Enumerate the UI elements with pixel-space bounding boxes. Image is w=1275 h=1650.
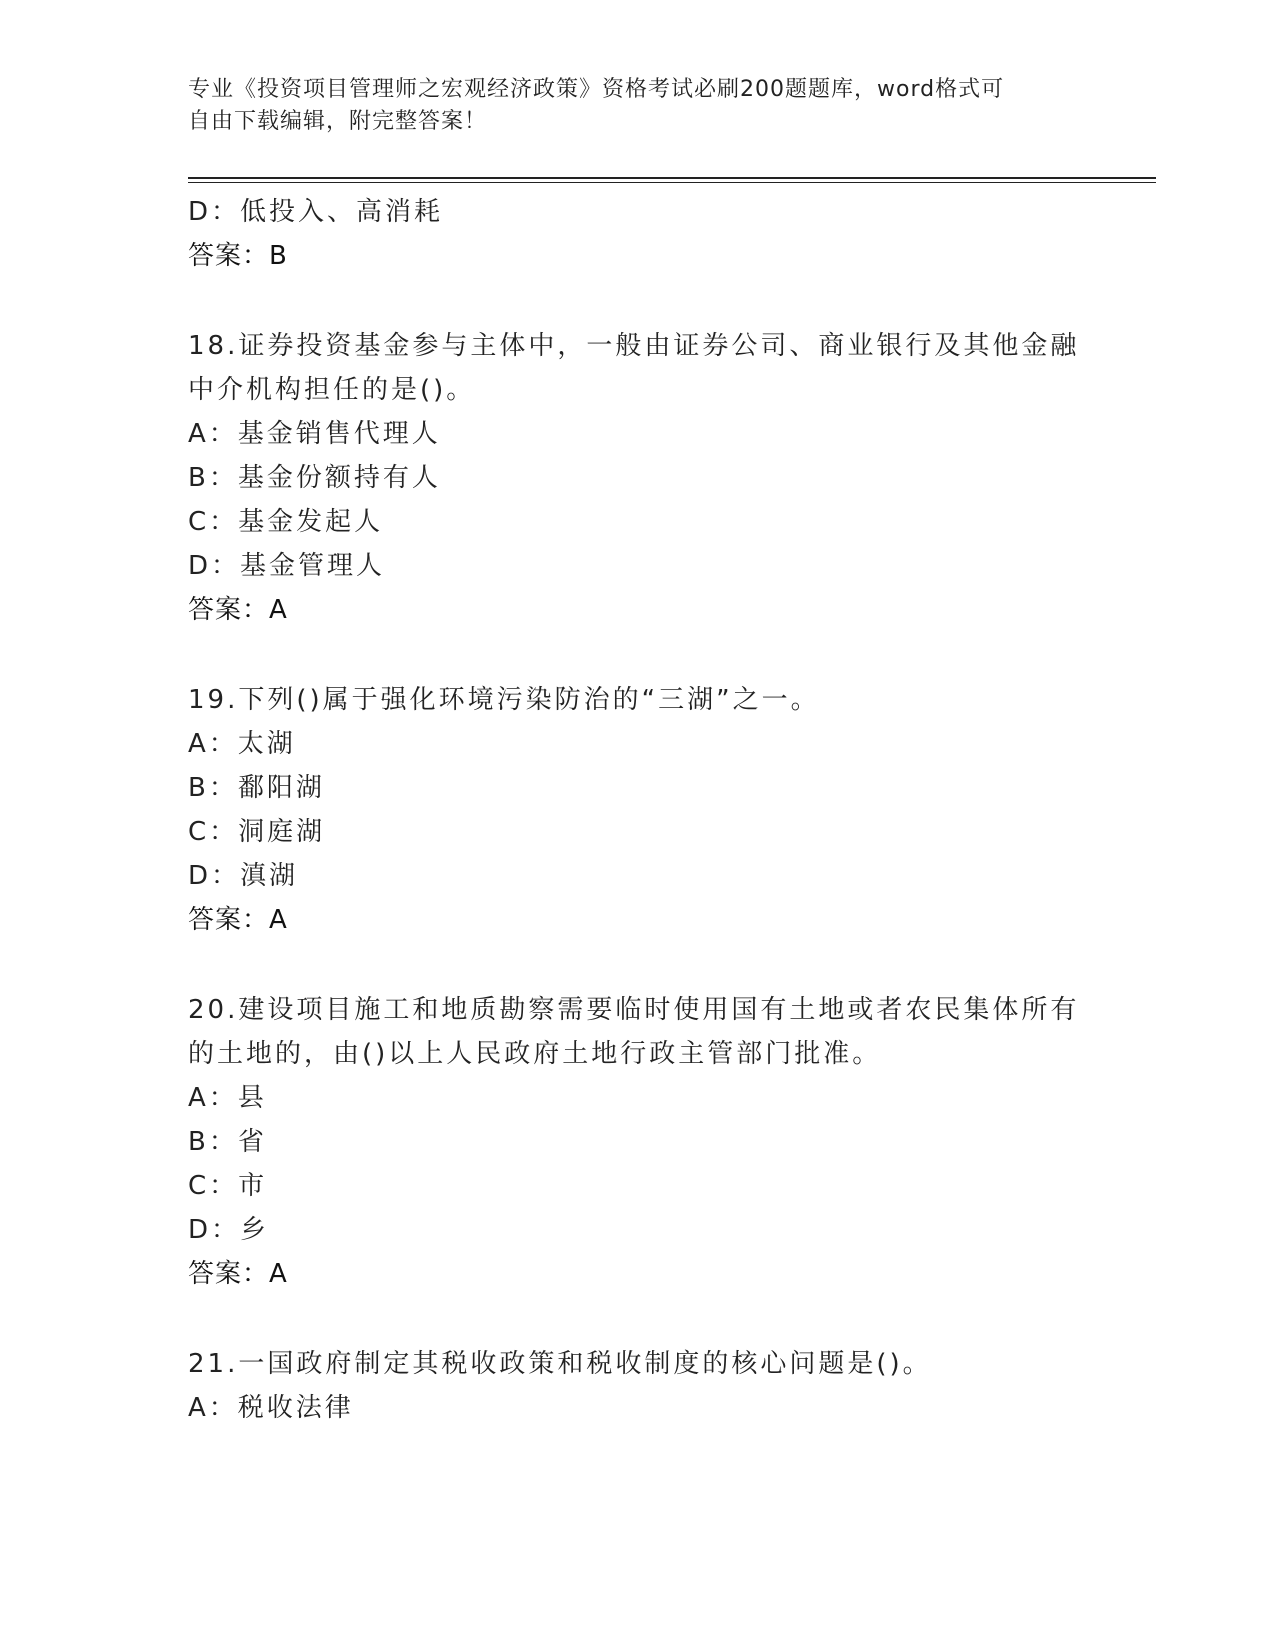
option-b: B：鄱阳湖	[188, 773, 325, 803]
answer: 答案：A	[188, 595, 288, 625]
question-17-tail	[188, 190, 1088, 278]
question-20	[188, 988, 1088, 1296]
option-c: C：基金发起人	[188, 507, 384, 537]
option-a: A：太湖	[188, 729, 296, 759]
option-d: D：基金管理人	[188, 551, 386, 581]
question-stem: 20.建设项目施工和地质勘察需要临时使用国有土地或者农民集体所有	[188, 995, 1080, 1025]
question-19	[188, 678, 1088, 942]
question-stem: 21.一国政府制定其税收政策和税收制度的核心问题是()。	[188, 1349, 932, 1379]
question-stem: 18.证券投资基金参与主体中，一般由证券公司、商业银行及其他金融	[188, 331, 1080, 361]
question-list	[188, 190, 1088, 1430]
question-21	[188, 1342, 1088, 1430]
header-rule-thick	[188, 177, 1156, 179]
option-d: D：滇湖	[188, 861, 299, 891]
option-b: B：基金份额持有人	[188, 463, 441, 493]
option-a: A：税收法律	[188, 1393, 354, 1423]
option-a: A：基金销售代理人	[188, 419, 441, 449]
option-d: D：乡	[188, 1215, 270, 1245]
question-stem: 19.下列()属于强化环境污染防治的“三湖”之一。	[188, 685, 820, 715]
answer: 答案：A	[188, 905, 288, 935]
header-rule-thin	[188, 182, 1156, 183]
document-header	[188, 74, 1068, 138]
option-c: C：洞庭湖	[188, 817, 326, 847]
answer: 答案：B	[188, 241, 288, 271]
answer: 答案：A	[188, 1259, 288, 1289]
question-stem-cont: 中介机构担任的是()。	[188, 375, 476, 405]
option-a: A：县	[188, 1083, 267, 1113]
header-line-2: 自由下载编辑，附完整答案！	[188, 109, 488, 134]
option-c: C：市	[188, 1171, 268, 1201]
option-b: B：省	[188, 1127, 267, 1157]
header-line-1: 专业《投资项目管理师之宏观经济政策》资格考试必刷200题题库，word格式可	[188, 77, 1005, 102]
question-stem-cont: 的土地的，由()以上人民政府土地行政主管部门批准。	[188, 1039, 882, 1069]
option-d: D：低投入、高消耗	[188, 197, 444, 227]
question-18	[188, 324, 1088, 632]
